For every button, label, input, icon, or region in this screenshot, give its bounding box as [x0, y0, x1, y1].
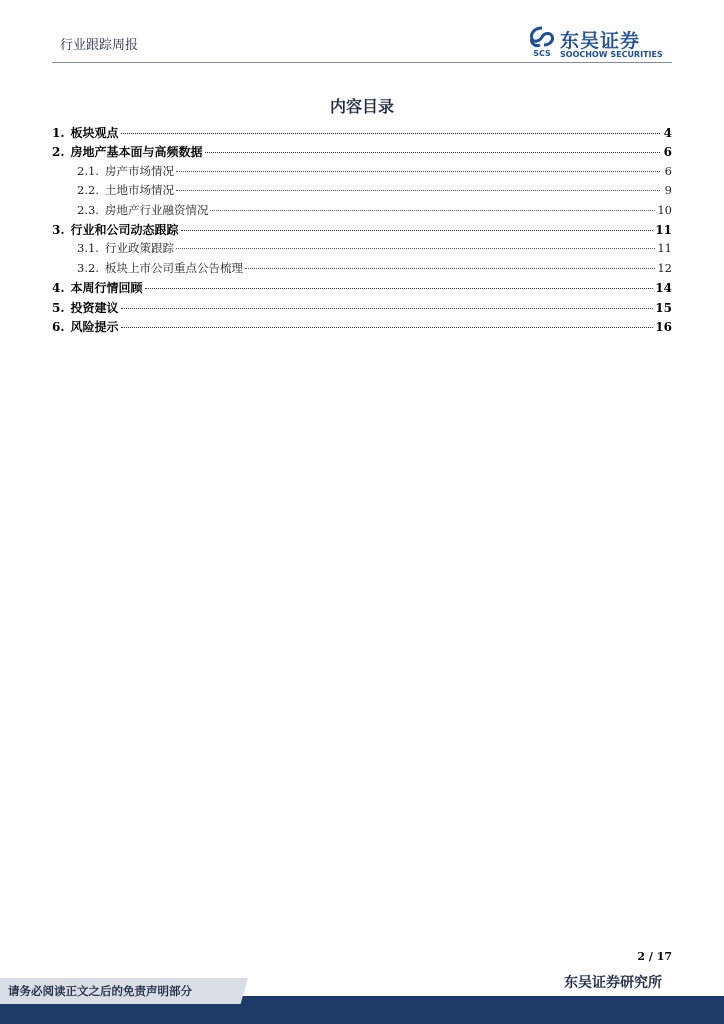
toc-entry-page: 14: [655, 281, 672, 296]
toc-entry-number: 6.: [52, 319, 65, 334]
toc-entry-number: 3.: [52, 222, 65, 237]
footer-disclaimer: 请务必阅读正文之后的免责声明部分: [8, 984, 192, 998]
toc-entry-label: 风险提示: [70, 319, 119, 334]
toc-entry-page: 6: [664, 163, 672, 178]
toc-entry-label: 土地市场情况: [104, 183, 174, 198]
toc-entry-page: 11: [657, 241, 672, 256]
logo-name-en: SOOCHOW SECURITIES: [560, 50, 663, 59]
toc-entry[interactable]: [52, 182, 672, 201]
toc-entry-number: 2.2.: [77, 183, 99, 198]
header-divider: [52, 62, 672, 63]
toc-entry-number: 2.1.: [77, 163, 99, 178]
toc-entry-number: 4.: [52, 281, 65, 296]
toc-entry-label: 行业政策跟踪: [104, 241, 174, 256]
toc-leader-dots: [210, 210, 655, 211]
footer-organization: 东吴证券研究所: [564, 975, 662, 991]
toc-entry[interactable]: [52, 260, 672, 279]
toc-entry-label: 行业和公司动态跟踪: [70, 222, 179, 237]
toc-entry[interactable]: [52, 318, 672, 337]
toc-entry-page: 4: [663, 126, 672, 140]
toc-entry-number: 2.3.: [77, 202, 99, 217]
toc-entry-number: 2.: [52, 145, 65, 160]
toc-entry-number: 3.2.: [77, 260, 99, 275]
logo-name-cn: 东吴证券: [560, 30, 641, 52]
toc-entry-label: 板块上市公司重点公告梳理: [104, 260, 243, 275]
company-logo: [528, 26, 678, 60]
toc-entry-page: 10: [657, 202, 672, 217]
toc-entry[interactable]: [52, 202, 672, 221]
toc-entry[interactable]: [52, 221, 672, 240]
toc-entry-label: 房地产基本面与高频数据: [70, 145, 203, 160]
toc-entry-label: 本周行情回顾: [70, 281, 143, 296]
toc-leader-dots: [176, 190, 660, 191]
toc-entry[interactable]: [52, 279, 672, 298]
table-of-contents: [52, 124, 672, 337]
toc-entry-page: 11: [655, 222, 672, 237]
toc-entry-page: 12: [657, 260, 672, 275]
toc-entry-page: 16: [655, 319, 672, 334]
toc-leader-dots: [121, 327, 654, 328]
toc-leader-dots: [245, 268, 655, 269]
logo-mark-text: SCS: [533, 49, 551, 58]
toc-entry[interactable]: [52, 240, 672, 259]
toc-entry[interactable]: [52, 124, 672, 143]
toc-entry-page: 6: [663, 145, 672, 160]
toc-leader-dots: [176, 248, 655, 249]
toc-leader-dots: [205, 152, 660, 153]
toc-entry-number: 3.1.: [77, 241, 99, 256]
toc-entry-label: 房产市场情况: [104, 163, 174, 178]
toc-entry[interactable]: [52, 143, 672, 162]
header-label: 行业跟踪周报: [60, 38, 139, 53]
toc-entry-label: 板块观点: [70, 126, 119, 140]
toc-leader-dots: [121, 308, 654, 309]
toc-leader-dots: [181, 230, 654, 231]
toc-entry-label: 投资建议: [70, 300, 119, 315]
toc-entry-number: 1.: [52, 126, 65, 140]
toc-entry-number: 5.: [52, 300, 65, 315]
toc-entry[interactable]: [52, 163, 672, 182]
toc-title: 内容目录: [329, 97, 394, 116]
toc-entry-label: 房地产行业融资情况: [104, 202, 209, 217]
toc-leader-dots: [145, 288, 654, 289]
page-number: 2 / 17: [637, 950, 672, 963]
toc-leader-dots: [121, 133, 660, 134]
toc-entry[interactable]: [52, 299, 672, 318]
toc-entry-page: 15: [655, 300, 672, 315]
logo-mark-icon: [528, 26, 556, 58]
toc-entry-page: 9: [664, 183, 672, 198]
toc-leader-dots: [176, 171, 660, 172]
